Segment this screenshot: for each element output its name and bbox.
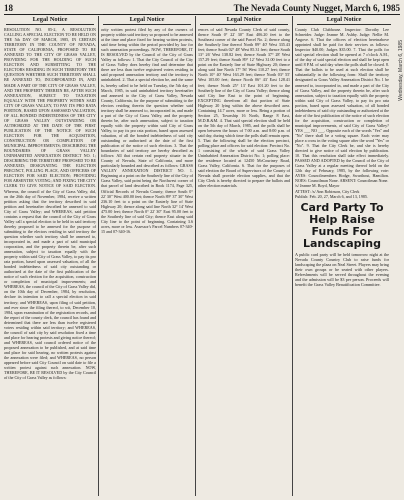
article-body: A public card party will be held tomorrow night at the Nevada County Country Club to raise funds for landscaping the plaza on Neal Street. Players may bring their own groups or be seated with other players. Refreshments will be served throughout the evening and the admission will be $3 per person. Proceeds will benefit the Grass Valley Beautification Committee. [295,251,389,288]
legal-notice-column-4 [295,27,389,495]
column-4-body: County Club Clubhouse. Inspector: Dorothy Lee Schneider. Judge: Jeanne M. Ashby. Judge: Nellie M. Angove. 6. That the officers of election hereinabove appointed shall be paid for their services as follows: Inspector $40.00; Judges $35.00. 7. That the polls for said special election shall be opened at 7 o'clock A.M., of the day of said special election and shall be kept open until 8 P.M. of said day when the polls shall be closed. 8. That the ballots to be used at such election shall be substantially in the following form: Shall the territory designated as Grass Valley Annexation District No. 1 be annexed to, incorporated in, and made a part of the City of Grass Valley, and the property therein be, after such annexation, subject to taxation equally with the property within said City of Grass Valley, to pay its pro rata portion, based upon assessed valuation, of all bonded indebtedness of said city outstanding or authorized at the date of the first publication of the notice of such election for the acquisition, construction or completion of municipal improvements, of said City of Grass Valley? YES ___ NO ___. Opposite each of the words "Yes" and "No" there shall be a voting square. Each voter may place a cross in the voting square after the word "Yes" or "No". 9. That the City Clerk be, and she is hereby directed to give notice of said election by publication. 10. That this resolution shall take effect immediately. PASSED AND ADOPTED by the Council of the City of Grass Valley at a regular meeting thereof held on the 12th day of February, 1985, by the following vote: AYES: Councilmembers Hodge, Swarthout, Hamilton. NOES: Councilman None. ABSENT: Councilman None. [295,27,389,184]
clerk-attest: ATTEST: /s/ Ann Robinson, City Clerk [295,188,360,194]
column-divider [98,16,99,496]
page-number: 18 [4,3,13,13]
legal-notice-column-2: ority written protest filed by any of the owners of property within said territory so proposed to be annexed at the time and place fixed for hearing written protests, said time being within the period provided by law for such annexation proceedings. NOW, THEREFORE, IT IS RESOLVED by the Council of the City of Grass Valley as follows: 1. That the City Council of the City of Grass Valley does hereby find and determine that there are less than twelve registered voters residing in said proposed annexation territory and the territory is uninhabited. 2. That a special election be, and the same is, hereby called to be held on Tuesday, the 5th day of March, 1985, in said uninhabited territory hereinafter and annexed to the City of Grass Valley, Nevada County, California, for the purpose of submitting to the electors residing therein the question whether said territory shall be annexed to, incorporated in, and made a part of the City of Grass Valley, and the property therein be, after such annexation, subject to taxation equally with the property within said City of Grass Valley, to pay its pro rata portion, based upon assessed valuation, of all the bonded indebtedness of said city outstanding or authorized at the date of the first publication of the notice of such election. 3. That the boundaries of said territory are hereby described as follows: All that certain real property situate in the County of Nevada, State of California, and more particularly bounded and described as follows: GRASS VALLEY ANNEXATION DISTRICT NO. 1. Beginning at a point on the Southerly line of the City of Grass Valley, said point being the Northwest corner of that parcel of land described in Book 1174, Page 325, Official Records of Nevada County; thence South 0° 22' 30" West 400.00 feet; thence North 89° 37' 30" West 236.10 feet to a point on the Easterly line of State Highway 20; thence along said line North 32° 14' West 475.00 feet; thence North 0° 22' 30" East 95.00 feet to the Southerly line of said City; thence East along said City line to the point of beginning. Containing 3.6 acres, more or less. Assessor's Parcel Numbers 07-340-15 and 07-340-16. [101,27,193,234]
column-heading-2: Legal Notice [129,16,165,23]
column-rule-4 [297,24,391,25]
column-heading-4: Legal Notice [326,16,362,23]
column-divider [195,16,196,496]
masthead: The Nevada County Nugget, March 6, 1985 [233,3,400,13]
legal-notice-column-1: RESOLUTION NO. 85-2, A RESOLUTION CALLING A SPECIAL ELECTION TO BE HELD ON THE 5th DAY OF MARCH, 1985, IN CERTAIN TERRITORY IN THE COUNTY OF NEVADA, STATE OF CALIFORNIA, PROPOSED TO BE ANNEXED TO THE CITY OF GRASS VALLEY, PROVIDING FOR THE HOLDING OF SUCH ELECTION AND SUBMITTING TO THE ELECTORS RESIDING IN SUCH TERRITORY THE QUESTION WHETHER SUCH TERRITORY SHALL BE ANNEXED TO, INCORPORATED IN, AND MADE A PART OF THE CITY OF GRASS VALLEY, AND THE PROPERTY THEREIN BE, AFTER SUCH ANNEXATION, SUBJECT TO TAXATION EQUALLY WITH THE PROPERTY WITHIN SAID CITY OF GRASS VALLEY, TO PAY ITS PRO RATA PORTION, BASED UPON ASSESSED VALUATION, OF ALL BONDED INDEBTEDNESS OF THE CITY OF GRASS VALLEY OUTSTANDING OR AUTHORIZED AT THE DATE OF THE FIRST PUBLICATION OF THE NOTICE OF SUCH ELECTION FOR THE ACQUISITION, CONSTRUCTION OR COMPLETION OF MUNICIPAL IMPROVEMENTS; DESCRIBING THE BOUNDARIES OF GRASS VALLEY UNINHABITED ANNEXATION DISTRICT NO. 1; DESCRIBING THE TERRITORY PROPOSED TO BE ANNEXED; DESIGNATING THE ELECTION PRECINCT, POLLING PLACE, AND OFFICERS OF ELECTION FOR SAID ELECTION; PROVIDING FOR ABSENTEE VOTING; AND FIXING THE CITY CLERK TO GIVE NOTICE OF SAID ELECTION. Whereas, the council of the City of Grass Valley, did, on the 26th day of November, 1984, receive a written petition asking that the territory described in said petition and hereinafter described be annexed to said City of Grass Valley; and WHEREAS, said petition contains a request that the council of the City of Grass Valley call a special election to be held in said territory thereby proposed to be annexed for the purpose of submitting to the electors residing in said territory the question whether such territory shall be annexed to, incorporated in, and made a part of said municipal corporation, and the property therein be, after such annexation, subject to taxation equally with the property within said City of Grass Valley, to pay its pro rata portion, based upon assessed valuation, of all the bonded indebtedness of said city outstanding or authorized at the date of the first publication of the notice of such election for the acquisition, construction or completion of municipal improvements; and WHEREAS, the council of the City of Grass Valley did, on the 10th day of December, 1984, by resolution, declare its intention to call a special election in said territory; and WHEREAS, upon filing of said petition, and ever since the filing thereof, to wit, December 10, 1984, upon examination of the registration records, and the report of the county clerk, the council has found and determined that there are less than twelve registered voters residing within said territory; and WHEREAS, the council of said city by said resolution fixed a time and place for hearing protests and giving notice thereof; and WHEREAS, said council ordered notice of the proposed annexation to be published, and at said time and place for said hearing, no written protests against the annexation were filed; and WHEREAS, no person appeared before said City Council on said date to file a written protest against such annexation. NOW, THEREFORE, BE IT RESOLVED by the City Council of the City of Grass Valley as follows: [4,27,96,381]
column-divider [292,16,293,496]
publication-dates: Publish: Feb. 20, 27, March 6, and 13, 1985. [295,193,369,199]
card-party-article [295,202,389,288]
column-heading-3: Legal Notice [226,16,262,23]
column-rule-3 [200,24,288,25]
legal-notice-column-3: rences of said Nevada County Clerk of said county, thence South 0° 22' 30" East 406.20 feet to the Southeast corner of the said Parcel No. 2; thence along the Southerly line thereof North 89° 40' West 335.43 feet; thence South 02° 48' West 85.31 feet; thence South 13° 26' West 138.82 feet; thence South 37° 28' West 157.29 feet; thence South 89° 12' West 31.00 feet to a point on the Easterly line of State Highway 20; thence along said line North 17° 56' West 110.27 feet; thence North 10° 40' West 163.29 feet; thence North 03° 55' West 105.00 feet; thence North 06° 43' East 128.41 feet; thence North 25° 13' East 101.20 feet to the Southerly line of the City of Grass Valley; thence along said City line East to the point of beginning. EXCEPTING therefrom all that portion of State Highway 20 lying within the above described area. Containing 14.7 acres, more or less. Being a portion of Section 25, Township 16 North, Range 8 East, M.D.B.&M. 4. That said special election shall be held on the 5th day of March, 1985, and the polls shall be open between the hours of 7:00 a.m. and 8:00 p.m. of said day, during which time the polls shall remain open. 5. That the following shall be the election precinct, polling place and officers for said election: Precinct No. 1 consisting of the whole of said Grass Valley Uninhabited Annexation District No. 1; polling place: the residence located at 12450 McCourtney Road, Grass Valley, California. 6. That for the purposes of said election the Board of Supervisors of the County of Nevada shall provide election supplies, and that the City Clerk is hereby directed to prepare the ballots and other election materials. [198,27,290,189]
article-headline: Card Party To Help Raise Funds For Landscaping [300,200,384,250]
header-rule [4,14,400,15]
column-heading-1: Legal Notice [32,16,68,23]
column-rule-2 [103,24,191,25]
side-margin-date: Wednesday, March 6, 1985 [398,40,404,101]
column-rule-1 [6,24,94,25]
mayor-signature: /s/ Jeanne M. Boyd, Mayor [295,183,340,189]
